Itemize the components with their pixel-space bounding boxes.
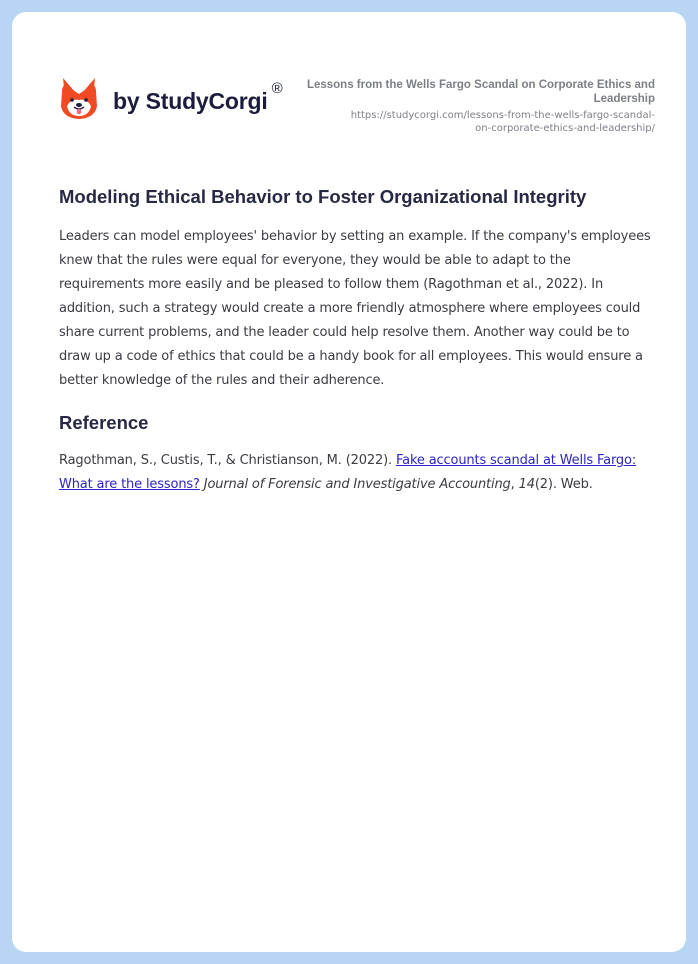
reference-separator: , bbox=[510, 477, 519, 492]
body-paragraph: Leaders can model employees' behavior by setting an example. If the company's employees knew that the rules were equal for everyone, they would be able to adapt to the requirements more easily and be pleased to follow them (Ragothman et al., 2022). In addition, such a strategy would create a more friendly atmosphere where employees could share current problems, and the leader could help resolve them. Another way could be to draw up a code of ethics that could be a handy book for all employees. This would ensure a better knowledge of the rules and their adherence. bbox=[59, 229, 651, 388]
reference-link[interactable]: Fake accounts scandal at Wells Fargo: What are the lessons? bbox=[59, 453, 637, 492]
document-title: Lessons from the Wells Fargo Scandal on Corporate Ethics and Leadership bbox=[306, 79, 655, 105]
studycorgi-logo[interactable] bbox=[59, 76, 283, 120]
document-content bbox=[59, 184, 651, 497]
registered-mark: ® bbox=[271, 79, 283, 97]
document-header bbox=[59, 72, 655, 142]
reference-suffix: Web. bbox=[556, 477, 593, 492]
corgi-logo-icon bbox=[59, 76, 99, 120]
reference-issue: (2). bbox=[534, 477, 557, 492]
reference-entry bbox=[59, 449, 651, 497]
reference-authors: Ragothman, S., Custis, T., & Christianson, M. (2022). bbox=[59, 453, 397, 468]
reference-heading: Reference bbox=[59, 412, 149, 433]
reference-volume: 14 bbox=[518, 477, 535, 492]
reference-journal: Journal of Forensic and Investigative Accounting bbox=[203, 477, 511, 492]
document-card bbox=[12, 12, 686, 952]
section-heading: Modeling Ethical Behavior to Foster Organizational Integrity bbox=[59, 186, 587, 207]
document-meta bbox=[295, 78, 655, 135]
document-url: https://studycorgi.com/lessons-from-the-wells-fargo-scandal- on-corporate-ethics-and-leadership/ bbox=[350, 110, 655, 134]
logo-text: by StudyCorgi bbox=[113, 87, 268, 114]
